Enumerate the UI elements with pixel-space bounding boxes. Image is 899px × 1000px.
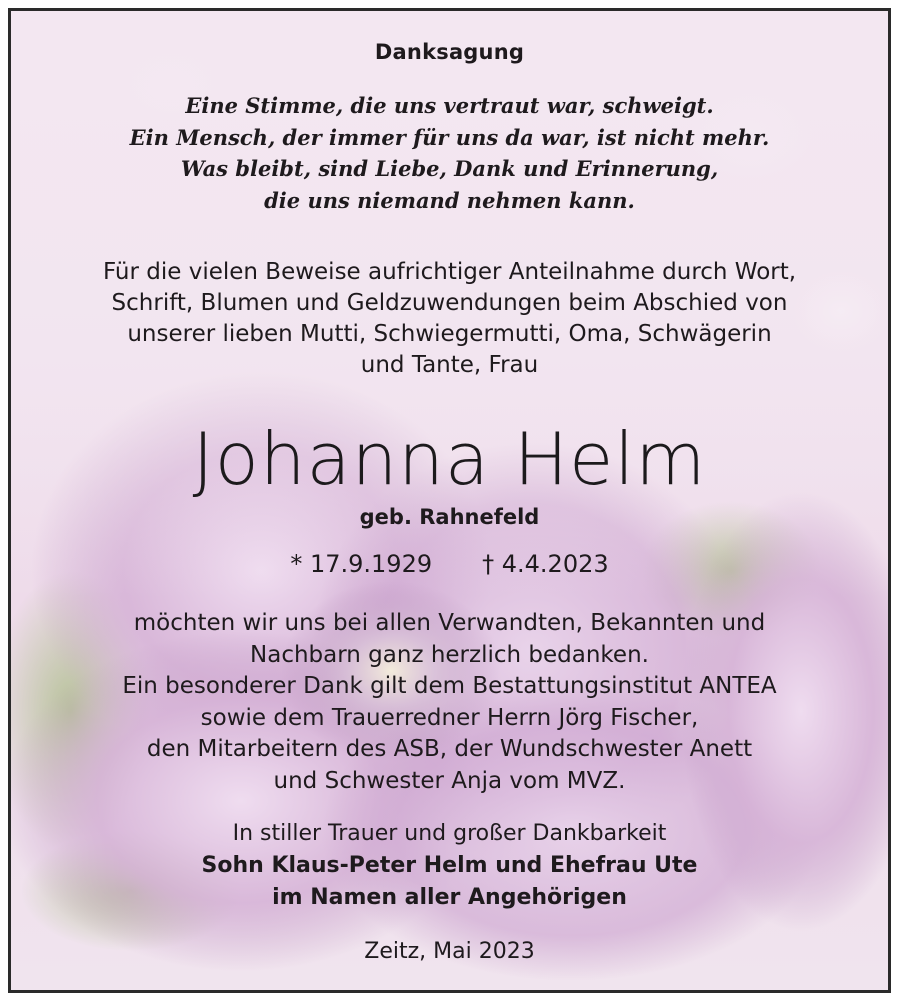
- intro-line: Für die vielen Beweise aufrichtiger Anteilnahme durch Wort,: [102, 259, 797, 285]
- thanks-line: möchten wir uns bei allen Verwandten, Bekannten und: [133, 610, 766, 636]
- intro-line: unserer lieben Mutti, Schwiegermutti, Oma, Schwägerin: [127, 321, 772, 347]
- poem-line: Ein Mensch, der immer für uns da war, ist nicht mehr.: [129, 124, 770, 150]
- thanks-paragraph: [11, 608, 888, 797]
- thanks-line: Nachbarn ganz herzlich bedanken.: [250, 641, 649, 668]
- closing-signature: [11, 818, 888, 914]
- poem-line: die uns niemand nehmen kann.: [264, 187, 635, 213]
- place-date: Zeitz, Mai 2023: [364, 939, 535, 964]
- obituary-notice: [8, 8, 891, 993]
- thanks-line: sowie dem Trauerredner Herrn Jörg Fischer,: [200, 704, 699, 731]
- birth-name: geb. Rahnefeld: [359, 505, 540, 529]
- poem-line: Eine Stimme, die uns vertraut war, schweigt.: [185, 93, 714, 118]
- notice-heading: Danksagung: [374, 40, 525, 64]
- intro-line: und Tante, Frau: [360, 352, 539, 378]
- birth-date: * 17.9.1929: [290, 550, 433, 578]
- thanks-line: den Mitarbeitern des ASB, der Wundschwester Anett: [146, 736, 753, 762]
- thanks-line: und Schwester Anja vom MVZ.: [273, 767, 626, 794]
- life-dates: [11, 550, 888, 578]
- poem-verse: [11, 90, 888, 216]
- deceased-name: Johanna Helm: [192, 417, 707, 501]
- mourning-line: In stiller Trauer und großer Dankbarkeit: [232, 821, 667, 846]
- intro-line: Schrift, Blumen und Geldzuwendungen beim Abschied von: [111, 290, 788, 316]
- thanks-line: Ein besonderer Dank gilt dem Bestattungsinstitut ANTEA: [122, 673, 777, 699]
- family-line: im Namen aller Angehörigen: [272, 885, 627, 910]
- intro-paragraph: [11, 257, 888, 381]
- death-date: † 4.4.2023: [482, 550, 609, 578]
- signers-line: Sohn Klaus-Peter Helm und Ehefrau Ute: [201, 853, 698, 878]
- poem-line: Was bleibt, sind Liebe, Dank und Erinnerung,: [180, 156, 719, 181]
